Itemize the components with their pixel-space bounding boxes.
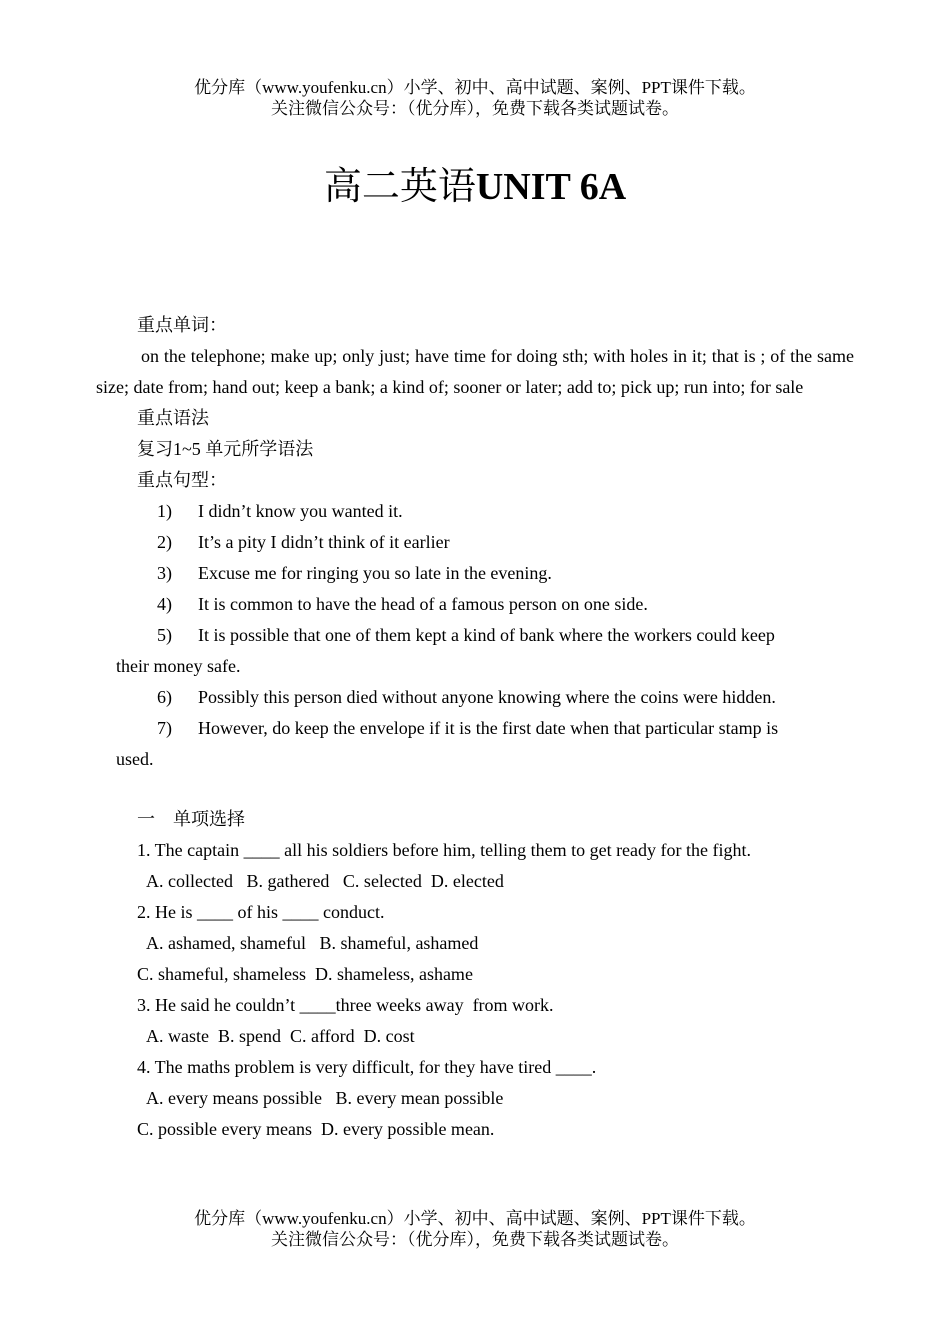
question-2: 2. He is ____ of his ____ conduct. <box>137 902 385 922</box>
patterns-heading: 重点句型： <box>137 470 227 490</box>
sentence-number: 5) <box>157 625 172 645</box>
spacer <box>96 775 854 804</box>
question-4-options-b: C. possible every means D. every possible mean. <box>137 1119 495 1139</box>
sentence-number: 3) <box>157 563 172 583</box>
sentence-number: 6) <box>157 687 172 707</box>
sentence-text: It is common to have the head of a famous person on one side. <box>198 594 648 614</box>
sentence-text: It is possible that one of them kept a kind of bank where the workers could keep <box>198 625 775 645</box>
sentence-continuation: used. <box>116 749 154 769</box>
question-1-options: A. collected B. gathered C. selected D. elected <box>146 871 504 891</box>
sentence-text: It’s a pity I didn’t think of it earlier <box>198 532 450 552</box>
sentence-item <box>96 682 854 713</box>
header-line-2: 关注微信公众号：（优分库），免费下载各类试题试卷。 <box>271 99 679 118</box>
sentence-number: 4) <box>157 594 172 614</box>
footer-line-2: 关注微信公众号：（优分库），免费下载各类试题试卷。 <box>271 1230 679 1249</box>
footer-line-1: 优分库（www.youfenku.cn）小学、初中、高中试题、案例、PPT课件下载。 <box>194 1209 756 1228</box>
question-4: 4. The maths problem is very difficult, for they have tired ____. <box>137 1057 597 1077</box>
sentence-text: Possibly this person died without anyone knowing where the coins were hidden. <box>198 687 776 707</box>
sentence-item <box>96 558 854 589</box>
document-body <box>96 310 854 1145</box>
grammar-text: 复习1~5 单元所学语法 <box>137 439 314 459</box>
vocab-list: on the telephone; make up; only just; have time for doing sth; with holes in it; that is ; of the same size; date from; hand out; keep a bank; a kind of; sooner or later; add to; pick up; run into; for sale <box>96 346 854 397</box>
document-title <box>0 162 950 212</box>
sentence-continuation: their money safe. <box>116 656 241 676</box>
sentence-text: Excuse me for ringing you so late in the evening. <box>198 563 552 583</box>
sentence-text: However, do keep the envelope if it is the first date when that particular stamp is <box>198 718 779 738</box>
sentence-item <box>96 620 854 651</box>
page-footer <box>0 1208 950 1250</box>
title-english: UNIT 6A <box>475 166 627 208</box>
header-line-1: 优分库（www.youfenku.cn）小学、初中、高中试题、案例、PPT课件下载。 <box>194 78 756 97</box>
page-header <box>0 77 950 119</box>
exercise-heading: 一 单项选择 <box>137 809 245 829</box>
sentence-number: 7) <box>157 718 172 738</box>
sentence-item <box>96 496 854 527</box>
sentence-number: 1) <box>157 501 172 521</box>
question-3-options: A. waste B. spend C. afford D. cost <box>146 1026 415 1046</box>
title-chinese: 高二英语 <box>323 166 476 208</box>
grammar-heading: 重点语法 <box>137 408 209 428</box>
sentence-text: I didn’t know you wanted it. <box>198 501 403 521</box>
sentence-item <box>96 589 854 620</box>
sentence-item <box>96 713 854 744</box>
vocab-heading: 重点单词： <box>137 315 227 335</box>
question-3: 3. He said he couldn’t ____three weeks away from work. <box>137 995 554 1015</box>
sentence-number: 2) <box>157 532 172 552</box>
question-1: 1. The captain ____ all his soldiers before him, telling them to get ready for the fight. <box>137 840 752 860</box>
sentence-item <box>96 527 854 558</box>
question-2-options-b: C. shameful, shameless D. shameless, ashame <box>137 964 473 984</box>
question-2-options-a: A. ashamed, shameful B. shameful, ashamed <box>146 933 479 953</box>
question-4-options-a: A. every means possible B. every mean possible <box>146 1088 504 1108</box>
